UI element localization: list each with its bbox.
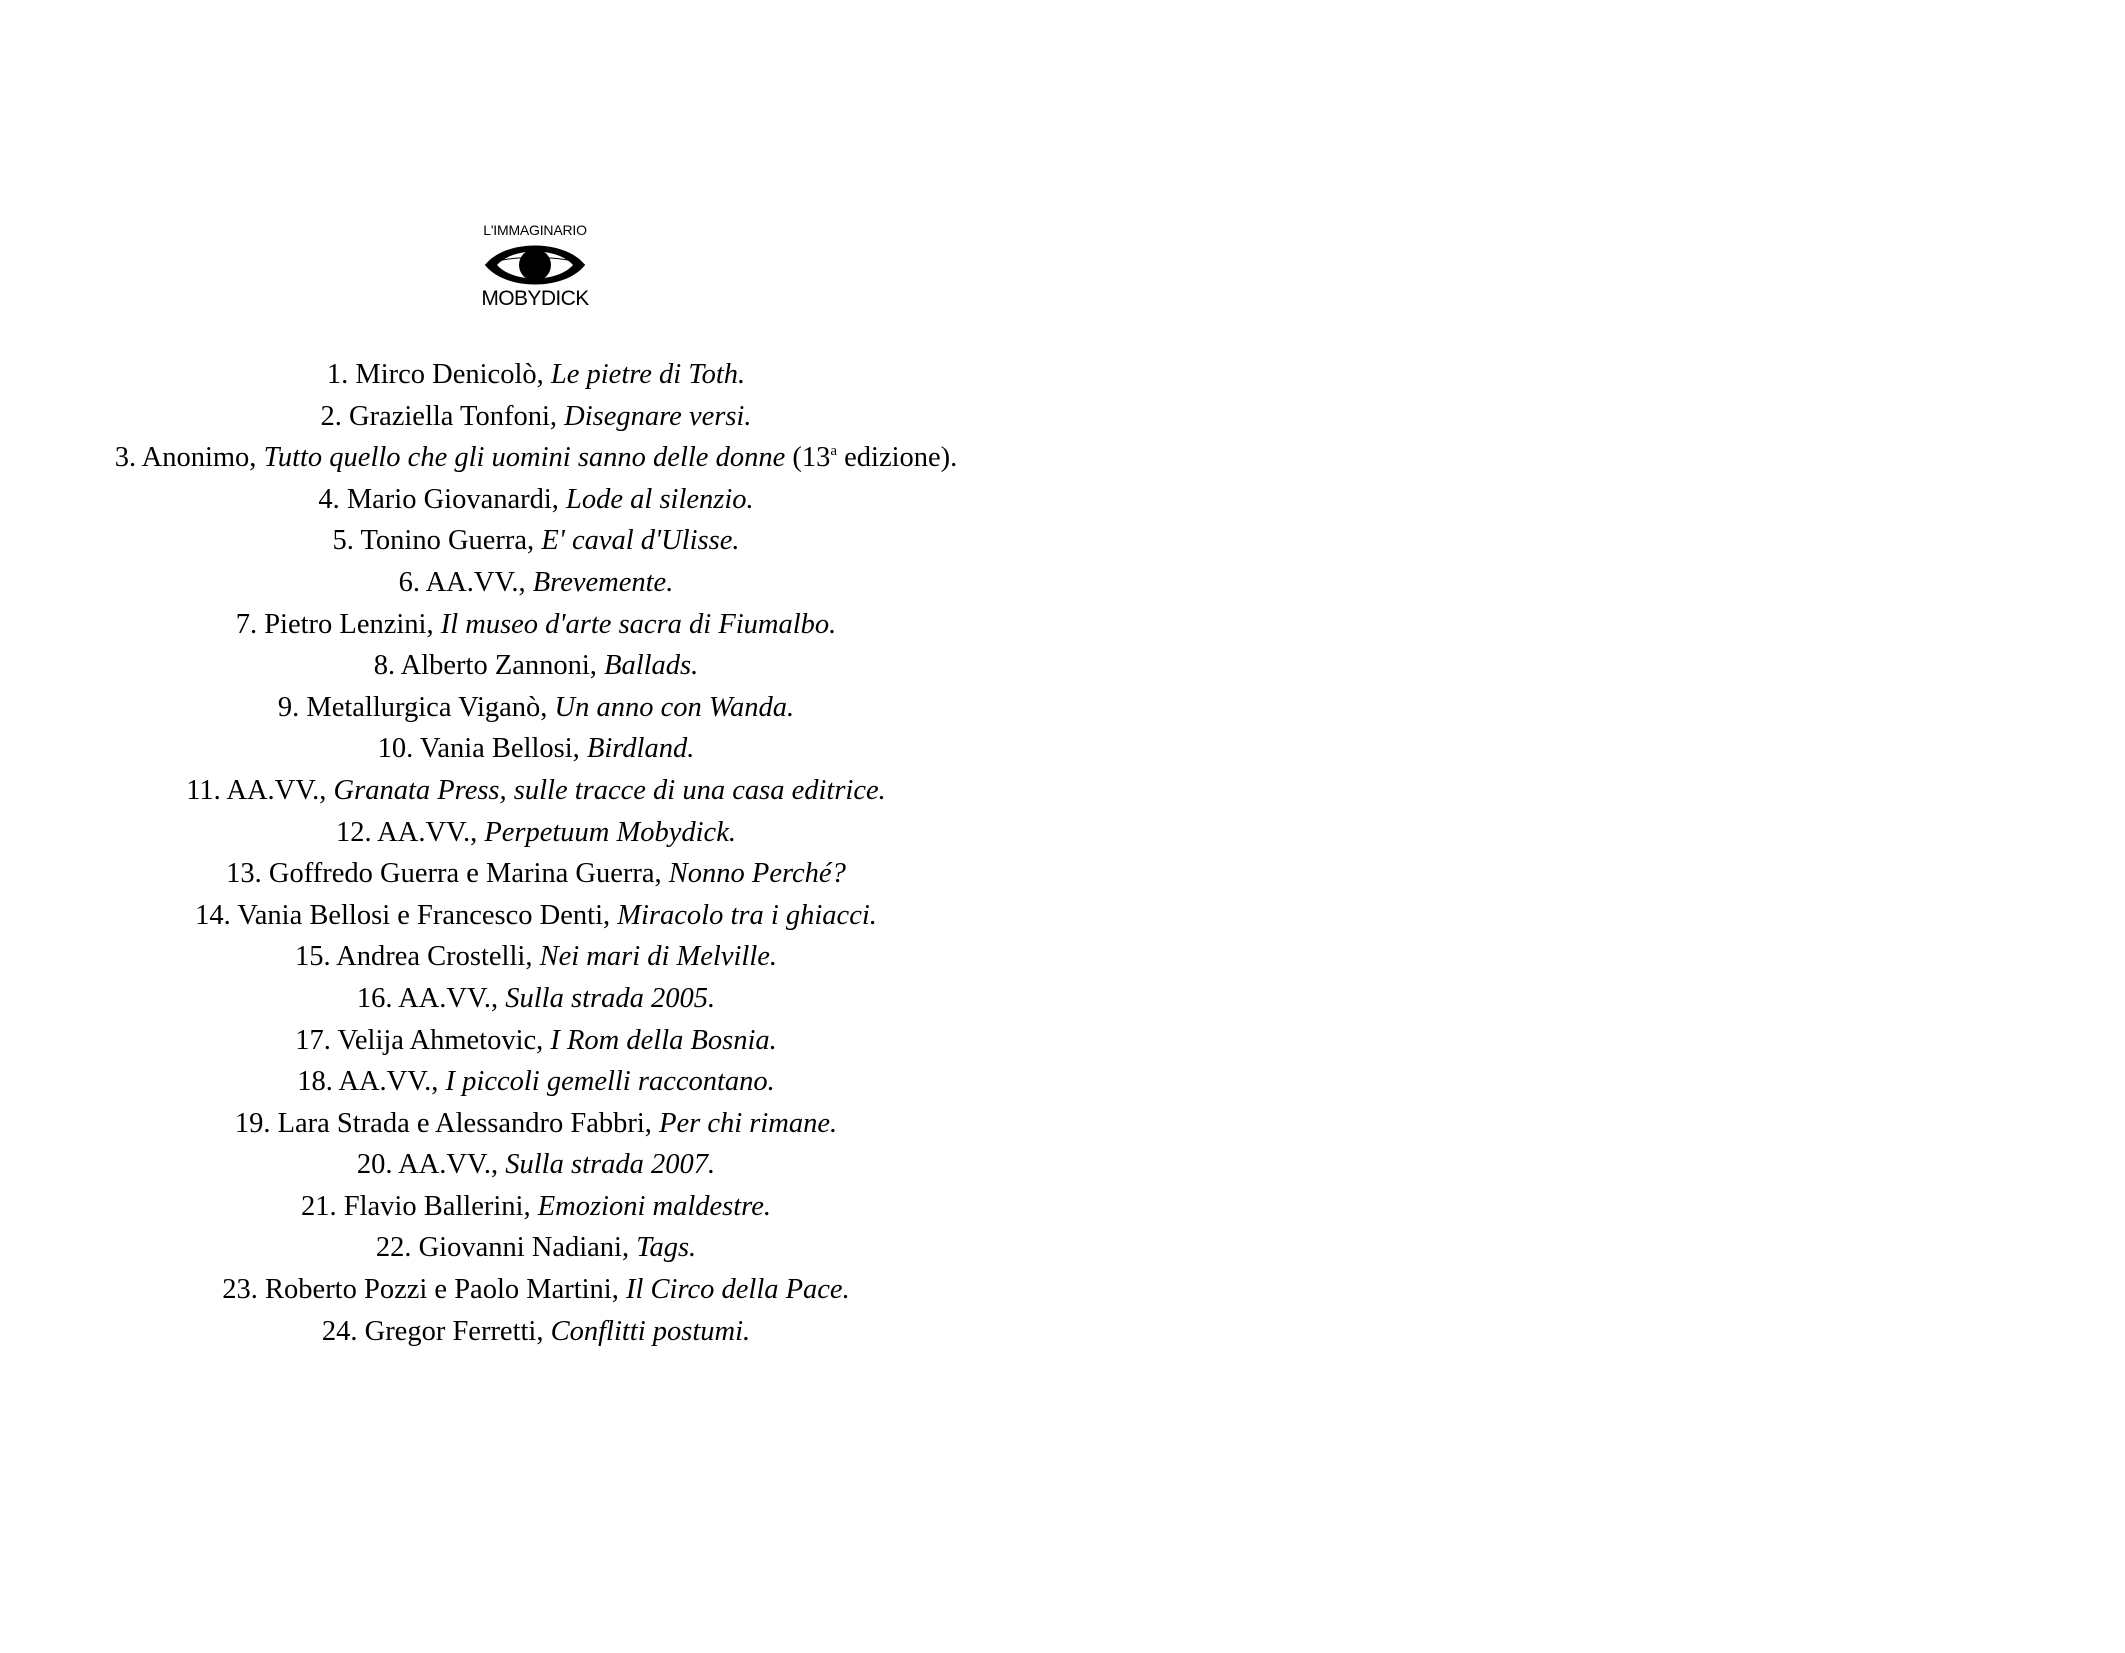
item-author: Metallurgica Viganò, — [306, 691, 548, 723]
item-number: 14. — [195, 899, 231, 931]
item-number: 6. — [398, 566, 421, 598]
item-author: AA.VV., — [377, 816, 478, 848]
item-title: Un anno con Wanda. — [554, 691, 795, 723]
item-number: 22. — [375, 1232, 412, 1264]
item-title: Conflitti postumi. — [550, 1315, 751, 1347]
item-number: 5. — [332, 525, 354, 557]
item-number: 3. — [114, 442, 137, 474]
list-item — [0, 479, 1072, 521]
item-title: Brevemente. — [532, 566, 674, 598]
list-item — [0, 396, 1072, 438]
item-number: 11. — [186, 774, 221, 806]
item-number: 9. — [277, 691, 300, 723]
item-number: 17. — [295, 1024, 331, 1056]
item-title: Sulla strada 2005. — [505, 982, 716, 1014]
list-item — [0, 853, 1072, 895]
item-author: AA.VV., — [398, 982, 499, 1014]
logo-top-text: L'IMMAGINARIO — [483, 222, 587, 238]
list-item — [0, 645, 1072, 687]
eye-icon — [483, 242, 587, 288]
item-title: Disegnare versi. — [564, 400, 752, 432]
item-number: 7. — [235, 608, 258, 640]
item-number: 20. — [356, 1149, 393, 1181]
item-author: Mirco Denicolò, — [355, 359, 544, 390]
item-author: Vania Bellosi, — [419, 733, 580, 765]
list-item — [0, 437, 1072, 479]
item-number: 10. — [377, 733, 414, 765]
item-title: Emozioni maldestre. — [537, 1190, 771, 1222]
item-title: E' caval d'Ulisse. — [541, 525, 740, 557]
item-edition-ordinal: a — [830, 443, 838, 460]
item-title: Le pietre di Toth. — [550, 359, 746, 390]
item-edition-note-end: edizione). — [837, 442, 958, 474]
list-item — [0, 687, 1072, 729]
item-number: 1. — [326, 359, 349, 390]
item-author: Tonino Guerra, — [360, 525, 535, 557]
item-author: Mario Giovanardi, — [346, 483, 559, 515]
list-item — [0, 1227, 1072, 1269]
item-title: Nei mari di Melville. — [539, 941, 778, 973]
item-author: Lara Strada e Alessandro Fabbri, — [277, 1107, 652, 1139]
item-author: Pietro Lenzini, — [264, 608, 434, 640]
item-title: Il museo d'arte sacra di Fiumalbo. — [440, 608, 837, 640]
list-item — [0, 936, 1072, 978]
item-author: Vania Bellosi e Francesco Denti, — [237, 899, 611, 931]
list-item — [0, 1311, 1072, 1353]
item-title: Ballads. — [604, 650, 699, 682]
item-number: 2. — [320, 400, 342, 432]
item-number: 19. — [234, 1107, 271, 1139]
item-author: Gregor Ferretti, — [364, 1315, 544, 1347]
item-title: Granata Press, sulle tracce di una casa editrice. — [333, 774, 886, 806]
item-number: 15. — [294, 941, 331, 973]
item-author: AA.VV., — [398, 1149, 499, 1181]
logo-bottom-text: MOBYDICK — [481, 287, 589, 310]
list-item — [0, 1061, 1072, 1103]
list-item — [0, 728, 1072, 770]
item-number: 12. — [335, 816, 372, 848]
list-item — [0, 1103, 1072, 1145]
item-author: AA.VV., — [338, 1066, 439, 1098]
item-author: Alberto Zannoni, — [400, 650, 597, 682]
item-title: Tutto quello che gli uomini sanno delle donne — [263, 442, 786, 474]
item-number: 4. — [318, 483, 340, 515]
item-author: Graziella Tonfoni, — [349, 400, 558, 432]
item-title: I piccoli gemelli raccontano. — [445, 1066, 775, 1098]
book-series-list — [0, 354, 1072, 1352]
list-item — [0, 604, 1072, 646]
item-title: Tags. — [636, 1232, 697, 1264]
item-author: Andrea Crostelli, — [336, 941, 533, 973]
item-title: Nonno Perché? — [668, 858, 846, 890]
item-number: 24. — [321, 1315, 358, 1347]
list-item — [0, 520, 1072, 562]
list-item — [0, 354, 1072, 396]
list-item — [0, 770, 1072, 812]
item-title: Birdland. — [586, 733, 695, 765]
list-item — [0, 562, 1072, 604]
list-item — [0, 1186, 1072, 1228]
item-number: 13. — [226, 858, 262, 890]
item-author: Flavio Ballerini, — [343, 1190, 531, 1222]
item-title: Il Circo della Pace. — [625, 1274, 850, 1306]
item-title: Sulla strada 2007. — [505, 1149, 716, 1181]
item-number: 18. — [297, 1066, 333, 1098]
item-edition-note: (13 — [792, 442, 831, 474]
item-number: 8. — [373, 650, 396, 682]
item-title: I Rom della Bosnia. — [550, 1024, 777, 1056]
item-author: AA.VV., — [425, 566, 526, 598]
item-number: 23. — [222, 1274, 258, 1306]
item-title: Perpetuum Mobydick. — [484, 816, 736, 848]
item-author: Velija Ahmetovic, — [337, 1024, 544, 1056]
list-item — [0, 812, 1072, 854]
item-author: AA.VV., — [226, 774, 327, 806]
publisher-logo — [430, 222, 640, 310]
item-author: Goffredo Guerra e Marina Guerra, — [268, 858, 662, 890]
list-item — [0, 1020, 1072, 1062]
item-author: Giovanni Nadiani, — [418, 1232, 630, 1264]
item-number: 16. — [356, 982, 393, 1014]
item-title: Per chi rimane. — [659, 1107, 838, 1139]
list-item — [0, 1269, 1072, 1311]
item-title: Miracolo tra i ghiacci. — [617, 899, 877, 931]
list-item — [0, 895, 1072, 937]
item-title: Lode al silenzio. — [566, 483, 754, 515]
item-author: Anonimo, — [141, 442, 257, 474]
list-item — [0, 1144, 1072, 1186]
item-number: 21. — [301, 1190, 337, 1222]
list-item — [0, 978, 1072, 1020]
item-author: Roberto Pozzi e Paolo Martini, — [265, 1274, 619, 1306]
